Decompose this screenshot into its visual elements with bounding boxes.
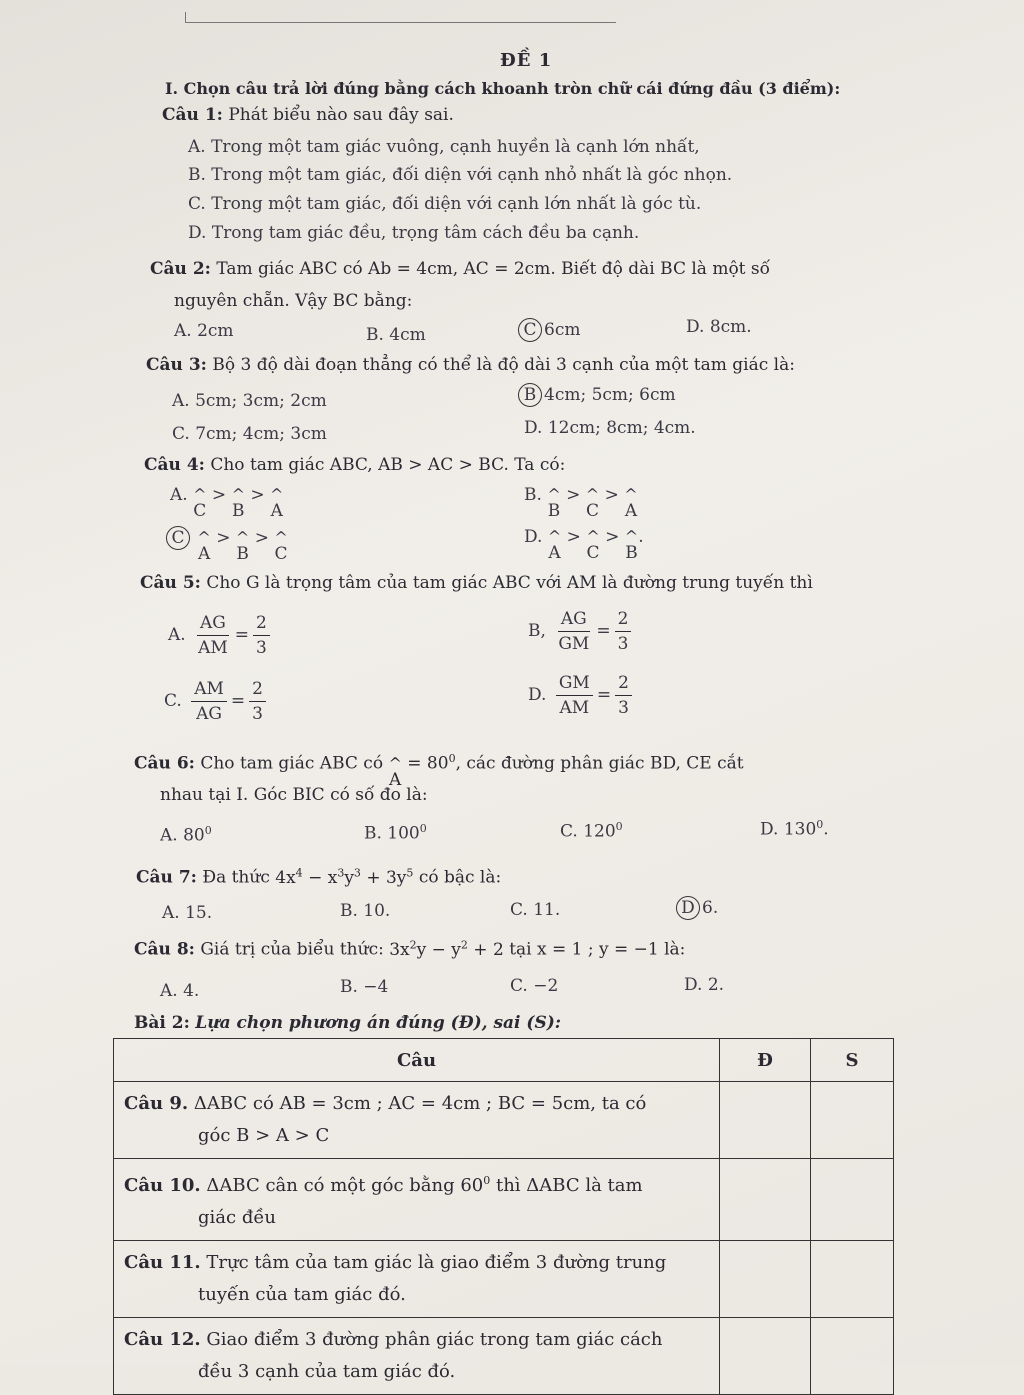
q1-option-d[interactable]: D. Trong tam giác đều, trọng tâm cách đều ba cạnh.	[188, 223, 640, 243]
question-1	[162, 104, 454, 126]
gt-sign: >	[254, 528, 269, 548]
q5-option-c-letter: C.	[164, 691, 182, 711]
angle-a: ^ A	[388, 753, 402, 790]
selected-answer-circle: B	[518, 383, 542, 407]
question-8-text-tail: tại x = 1 ; y = −1 là:	[509, 939, 686, 960]
q8-option-c[interactable]: C. −2	[510, 976, 559, 996]
header-rule	[185, 12, 616, 23]
gt-sign: >	[211, 485, 227, 505]
q2-option-c-text: 6cm	[544, 320, 581, 340]
q6-option-d[interactable]: D. $130^0$.	[760, 818, 829, 840]
polynomial: $4x^4 - x^3y^3 + 3y^5$	[275, 866, 414, 888]
question-7-label: Câu 7:	[136, 867, 197, 888]
q6-option-c[interactable]: C. $120^0$	[560, 820, 623, 842]
q4-option-c[interactable]	[166, 526, 288, 564]
fraction-gm-am: $\frac{GM}{AM}$	[556, 671, 593, 720]
angle-value: = 80	[407, 753, 449, 774]
fraction-2-3: $\frac{2}{3}$	[615, 671, 632, 720]
q4-option-a-letter: A.	[170, 485, 188, 505]
question-5-text: Cho G là trọng tâm của tam giác ABC với AM là đường trung tuyến thì	[206, 573, 813, 593]
fraction-ag-am: $\frac{AG}{AM}$	[198, 613, 228, 658]
gt-sign: >	[566, 485, 581, 505]
question-2	[150, 258, 770, 280]
angle-b: ^ B	[624, 527, 639, 563]
question-7-text-tail: có bậc là:	[418, 867, 502, 888]
q1-option-c[interactable]: C. Trong một tam giác, đối diện với cạnh lớn nhất là góc tù.	[188, 194, 702, 214]
question-2-label: Câu 2:	[150, 259, 211, 279]
q8-option-a[interactable]: A. 4.	[160, 981, 200, 1001]
question-6-text-line2: nhau tại I. Góc BIC có số đo là:	[160, 785, 428, 805]
q4-option-d[interactable]	[524, 526, 644, 563]
q4-option-b[interactable]	[524, 484, 638, 521]
table-row	[114, 1082, 894, 1159]
question-6	[134, 744, 744, 790]
gt-sign: >	[566, 527, 581, 547]
section-2-heading	[134, 1012, 561, 1034]
degree-sign: 0	[448, 752, 456, 765]
exam-title: ĐỀ 1	[500, 50, 553, 71]
q8-option-b[interactable]: B. −4	[340, 977, 389, 997]
question-2-text-line2: nguyên chẵn. Vậy BC bằng:	[174, 291, 413, 311]
q1-option-a[interactable]: A. Trong một tam giác vuông, cạnh huyền là cạnh lớn nhất,	[188, 137, 700, 157]
answer-cell-false[interactable]	[811, 1241, 894, 1318]
question-5-label: Câu 5:	[140, 573, 201, 593]
table-cell-question: Câu 9. ΔABC có AB = 3cm ; AC = 4cm ; BC = 5cm, ta có góc B > A > C	[114, 1082, 720, 1159]
q3-option-b-text: 4cm; 5cm; 6cm	[544, 385, 676, 405]
gt-sign: >	[605, 527, 620, 547]
answer-cell-false[interactable]	[811, 1082, 894, 1159]
fraction-2-3: $\frac{2}{3}$	[249, 677, 266, 726]
table-cell-question: Câu 11. Trực tâm của tam giác là giao điểm 3 đường trung tuyến của tam giác đó.	[114, 1241, 720, 1318]
q4-option-d-letter: D.	[524, 527, 543, 547]
angle-a: ^ A	[624, 485, 638, 521]
q3-option-b[interactable]	[518, 383, 676, 407]
fraction-ag-gm: $\frac{AG}{GM}$	[558, 609, 590, 654]
question-4	[144, 454, 565, 476]
question-4-text: Cho tam giác ABC, AB > AC > BC. Ta có:	[210, 455, 566, 475]
answer-cell-false[interactable]	[811, 1159, 894, 1241]
question-3	[146, 354, 795, 376]
selected-answer-circle: C	[518, 318, 542, 342]
q1-option-b[interactable]: B. Trong một tam giác, đối diện với cạnh nhỏ nhất là góc nhọn.	[188, 165, 733, 185]
table-header-question: Câu	[114, 1039, 720, 1082]
angle-a: ^ A	[197, 528, 211, 564]
question-8-text: Giá trị của biểu thức:	[200, 939, 384, 960]
q7-option-b[interactable]: B. 10.	[340, 901, 391, 921]
table-row	[114, 1318, 894, 1395]
angle-b: ^ B	[235, 528, 250, 564]
table-header-false: S	[811, 1039, 894, 1082]
q5-option-d[interactable]: D. $\frac{GM}{AM}$ = $\frac{2}{3}$	[528, 670, 636, 720]
q6-option-a[interactable]: A. $80^0$	[160, 824, 212, 846]
question-7-text: Đa thức	[202, 867, 270, 888]
gt-sign: >	[216, 528, 231, 548]
section-1-heading: I. Chọn câu trả lời đúng bằng cách khoanh tròn chữ cái đứng đầu (3 điểm):	[165, 79, 841, 98]
q5-option-d-letter: D.	[528, 685, 547, 705]
gt-sign: >	[604, 485, 619, 505]
q7-option-c[interactable]: C. 11.	[510, 900, 561, 920]
q5-option-c[interactable]: C. $\frac{AM}{AG}$ = $\frac{2}{3}$	[164, 676, 270, 726]
q3-option-a[interactable]: A. 5cm; 3cm; 2cm	[172, 391, 327, 411]
answer-cell-true[interactable]	[720, 1159, 811, 1241]
question-6-label: Câu 6:	[134, 753, 195, 774]
q2-option-d[interactable]: D. 8cm.	[686, 317, 752, 337]
question-7	[136, 862, 501, 889]
question-2-text: Tam giác ABC có Ab = 4cm, AC = 2cm. Biết độ dài BC là một số	[216, 259, 771, 279]
angle-c: ^ C	[585, 485, 600, 521]
table-row	[114, 1159, 894, 1241]
q7-option-a[interactable]: A. 15.	[162, 903, 213, 923]
question-1-label: Câu 1:	[162, 105, 223, 125]
period: .	[638, 527, 644, 547]
angle-c: ^ C	[193, 485, 207, 521]
question-8	[134, 934, 685, 961]
question-3-text: Bộ 3 độ dài đoạn thẳng có thể là độ dài 3 cạnh của một tam giác là:	[212, 355, 795, 375]
table-cell-question: Câu 10. ΔABC cân có một góc bằng $60^0$ thì ΔABC là tam giác đều	[114, 1159, 720, 1241]
angle-a: ^ A	[270, 485, 284, 521]
answer-cell-true[interactable]	[720, 1318, 811, 1395]
question-8-label: Câu 8:	[134, 939, 195, 960]
answer-cell-true[interactable]	[720, 1241, 811, 1318]
q3-option-d[interactable]: D. 12cm; 8cm; 4cm.	[524, 418, 696, 438]
question-5	[140, 572, 813, 594]
q7-option-d[interactable]	[676, 896, 718, 920]
q5-option-b[interactable]: B, $\frac{AG}{GM}$ = $\frac{2}{3}$	[528, 606, 635, 656]
expression: $3x^2y - y^2 + 2$	[389, 938, 504, 960]
q5-option-a[interactable]: A. $\frac{AG}{AM}$ = $\frac{2}{3}$	[168, 610, 274, 660]
gt-sign: >	[250, 485, 265, 505]
q5-option-b-letter: B,	[528, 621, 546, 641]
q5-option-a-letter: A.	[168, 625, 186, 645]
answer-cell-true[interactable]	[720, 1082, 811, 1159]
q2-option-c[interactable]	[518, 318, 580, 342]
table-row	[114, 1241, 894, 1318]
selected-answer-circle: D	[676, 896, 700, 920]
q4-option-a[interactable]	[170, 484, 283, 521]
q2-option-b[interactable]: B. 4cm	[366, 325, 426, 345]
table-header-row	[114, 1039, 894, 1082]
q2-option-a[interactable]: A. 2cm	[174, 321, 234, 341]
angle-c: ^ C	[274, 528, 288, 564]
question-4-label: Câu 4:	[144, 455, 205, 475]
selected-answer-circle: C	[166, 526, 190, 550]
section-2-text: Lựa chọn phương án đúng (Đ), sai (S):	[195, 1013, 562, 1033]
q7-option-d-text: 6.	[702, 898, 719, 918]
answer-cell-false[interactable]	[811, 1318, 894, 1395]
q3-option-c[interactable]: C. 7cm; 4cm; 3cm	[172, 424, 327, 444]
question-1-text: Phát biểu nào sau đây sai.	[228, 105, 454, 125]
angle-a: ^ A	[547, 527, 562, 563]
q8-option-d[interactable]: D. 2.	[684, 975, 725, 995]
q6-option-b[interactable]: B. $100^0$	[364, 822, 427, 844]
fraction-2-3: $\frac{2}{3}$	[615, 607, 632, 656]
fraction-am-ag: $\frac{AM}{AG}$	[191, 677, 227, 726]
fraction-2-3: $\frac{2}{3}$	[253, 611, 270, 660]
q4-option-b-letter: B.	[524, 485, 542, 505]
table-header-true: Đ	[720, 1039, 811, 1082]
angle-b: ^ B	[547, 485, 561, 521]
table-cell-question: Câu 12. Giao điểm 3 đường phân giác trong tam giác cách đều 3 cạnh của tam giác đó.	[114, 1318, 720, 1395]
question-3-label: Câu 3:	[146, 355, 207, 375]
angle-b: ^ B	[231, 485, 245, 521]
question-6-text-tail: , các đường phân giác BD, CE cắt	[455, 753, 744, 774]
question-6-text: Cho tam giác ABC có	[200, 753, 384, 774]
section-2-label: Bài 2:	[134, 1013, 190, 1033]
angle-c: ^ C	[586, 527, 600, 563]
true-false-table	[113, 1038, 894, 1395]
